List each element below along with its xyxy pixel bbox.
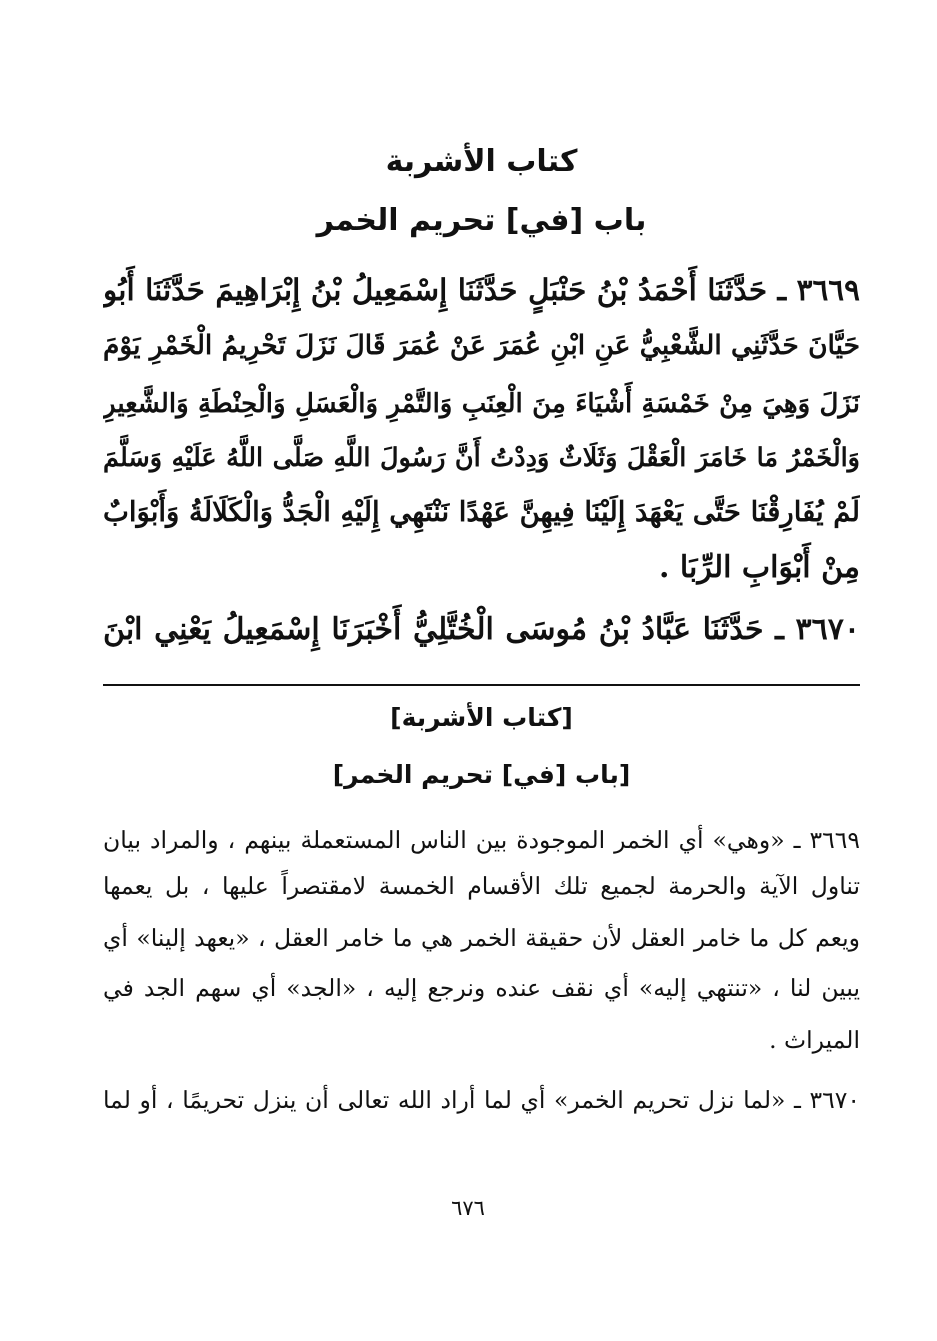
hadith-line: مِنْ أَبْوَابِ الرِّبَا .: [659, 550, 860, 585]
hadith-line: ٣٦٧٠ ـ حَدَّثَنَا عَبَّادُ بْنُ مُوسَى الْخُتَّلِيُّ أَخْبَرَنَا إِسْمَعِيلُ يَعْنِي ابْنَ: [103, 612, 860, 647]
commentary-book-title: [كتاب الأشربة]: [390, 703, 573, 732]
commentary-chapter-title: [باب [في] تحريم الخمر]: [332, 760, 631, 789]
commentary-line: ٣٦٦٩ ـ «وهي» أي الخمر الموجودة بين الناس المستعملة بينهم ، والمراد بيان: [103, 826, 860, 854]
commentary-line: ٣٦٧٠ ـ «لما نزل تحريم الخمر» أي لما أراد الله تعالى أن ينزل تحريمًا ، أو لما: [103, 1086, 860, 1114]
book-title: كتاب الأشربة: [385, 144, 578, 179]
hadith-line: ٣٦٦٩ ـ حَدَّثَنَا أَحْمَدُ بْنُ حَنْبَلٍ حَدَّثَنَا إِسْمَعِيلُ بْنُ إِبْرَاهِيمَ حَدَّثَنَا أَبُو: [103, 272, 860, 307]
commentary-line: تناول الآية والحرمة لجميع تلك الأقسام الخمسة لامقتصراً عليها ، بل يعمها: [103, 872, 860, 900]
chapter-title: باب [في] تحريم الخمر: [316, 203, 647, 238]
page-number: ٦٧٦: [451, 1196, 485, 1220]
commentary-line: ويعم كل ما خامر العقل لأن حقيقة الخمر هي ما خامر العقل ، «يعهد إلينا» أي: [103, 924, 860, 952]
hadith-line: لَمْ يُفَارِقْنَا حَتَّى يَعْهَدَ إِلَيْنَا فِيهِنَّ عَهْدًا نَنْتَهِي إِلَيْهِ الْجَدُّ وَالْكَلَالَةُ وَأَبْوَابٌ: [103, 496, 860, 528]
hadith-line: حَيَّانَ حَدَّثَنِي الشَّعْبِيُّ عَنِ ابْنِ عُمَرَ عَنْ عُمَرَ قَالَ نَزَلَ تَحْرِيمُ الْخَمْرِ يَوْمَ: [103, 330, 860, 361]
commentary-line: يبين لنا ، «تنتهي إليه» أي نقف عنده ونرجع إليه ، «الجد» أي سهم الجد في: [103, 974, 860, 1002]
hadith-line: نَزَلَ وَهِيَ مِنْ خَمْسَةِ أَشْيَاءَ مِنَ الْعِنَبِ وَالتَّمْرِ وَالْعَسَلِ وَالْحِنْطَةِ وَالشَّعِيرِ: [103, 389, 860, 419]
hadith-line: وَالْخَمْرُ مَا خَامَرَ الْعَقْلَ وَثَلَاثٌ وَدِدْتُ أَنَّ رَسُولَ اللَّهِ صَلَّى اللَّهُ عَلَيْهِ وَسَلَّمَ: [103, 443, 860, 473]
separator-rule: [103, 684, 860, 686]
commentary-line: الميراث .: [769, 1026, 860, 1054]
